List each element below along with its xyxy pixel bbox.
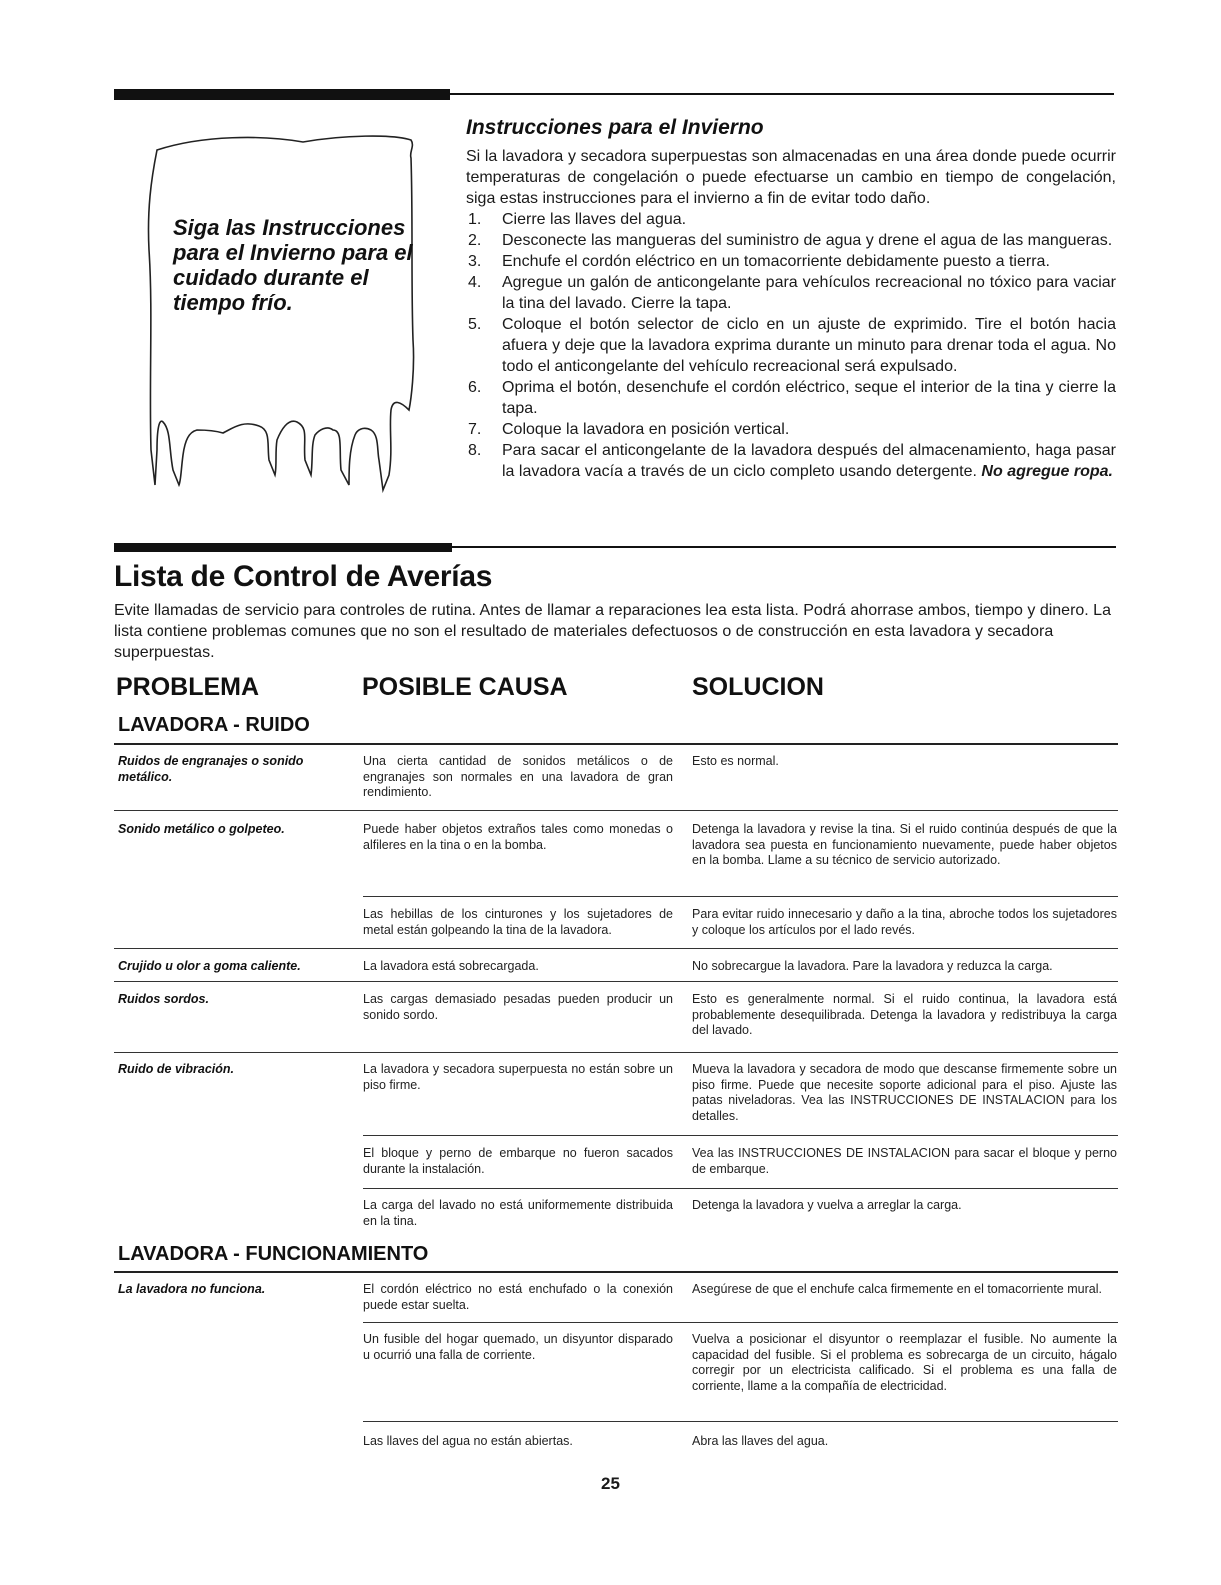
- icicle-frame-icon: [143, 130, 428, 500]
- step-number: 8.: [468, 442, 482, 459]
- step-number: 6.: [468, 379, 482, 396]
- row-cause: La carga del lavado no está uniformemente distribuida en la tina.: [363, 1198, 673, 1228]
- callout-text: Siga las Instrucciones para el Invierno para el cuidado durante el tiempo frío.: [173, 215, 413, 315]
- row-problem: Sonido metálico o golpeteo.: [118, 822, 285, 836]
- row-problem: La lavadora no funciona.: [118, 1282, 266, 1296]
- winter-callout: [143, 130, 428, 500]
- row-solution: Abra las llaves del agua.: [692, 1434, 829, 1448]
- row-problem: Ruidos sordos.: [118, 992, 209, 1006]
- row-separator: [363, 1135, 1118, 1136]
- step-text: Oprima el botón, desenchufe el cordón eléctrico, seque el interior de la tina y cierre la tapa.: [502, 379, 1116, 417]
- row-solution: Para evitar ruido innecesario y daño a la tina, abroche todos los sujetadores y coloque los artículos por el lado revés.: [692, 907, 1117, 937]
- row-solution: Detenga la lavadora y vuelva a arreglar la carga.: [692, 1198, 962, 1212]
- page-number: 25: [601, 1474, 620, 1493]
- row-cause: El bloque y perno de embarque no fueron sacados durante la instalación.: [363, 1146, 673, 1176]
- row-solution: Mueva la lavadora y secadora de modo que descanse firmemente sobre un piso firme. Puede que necesite soporte adicional para el piso. Ajuste las patas niveladoras. Vea las INSTRUCCIONES DE INSTALACION para los detalles.: [692, 1062, 1117, 1123]
- row-separator: [114, 981, 1118, 982]
- row-cause: Las hebillas de los cinturones y los sujetadores de metal están golpeando la tina de la lavadora.: [363, 907, 673, 937]
- row-solution: Esto es generalmente normal. Si el ruido continua, la lavadora está probablemente desequilibrada. Detenga la lavadora y redistribuya la carga del lavado.: [692, 992, 1117, 1037]
- section-rule: [114, 1271, 1118, 1273]
- row-cause: Puede haber objetos extraños tales como monedas o alfileres en la tina o en la bomba.: [363, 822, 673, 852]
- step-text: Para sacar el anticongelante de la lavadora después del almacenamiento, haga pasar la lavadora vacía a través de un ciclo completo usando detergente.: [502, 442, 1116, 480]
- row-cause: La lavadora y secadora superpuesta no están sobre un piso firme.: [363, 1062, 673, 1092]
- winter-step: [466, 419, 1116, 440]
- row-cause: Las llaves del agua no están abiertas.: [363, 1434, 573, 1448]
- row-cause: La lavadora está sobrecargada.: [363, 959, 539, 973]
- step-number: 3.: [468, 253, 482, 270]
- winter-instructions: [466, 116, 1116, 482]
- top-rule-thick: [114, 89, 450, 100]
- column-header-problem: PROBLEMA: [116, 673, 260, 701]
- section-heading-noise: LAVADORA - RUIDO: [118, 714, 310, 736]
- row-solution: Vea las INSTRUCCIONES DE INSTALACION para sacar el bloque y perno de embarque.: [692, 1146, 1117, 1176]
- winter-step: [466, 377, 1116, 419]
- section-heading-operation: LAVADORA - FUNCIONAMIENTO: [118, 1243, 429, 1265]
- row-solution: No sobrecargue la lavadora. Pare la lavadora y reduzca la carga.: [692, 959, 1053, 973]
- top-rule-thin: [450, 93, 1114, 95]
- winter-intro: Si la lavadora y secadora superpuestas son almacenadas en una área donde puede ocurrir temperaturas de congelación o puede efectuarse un cambio en tiempo de congelación, siga estas instrucciones para el invierno a fin de evitar todo daño.: [466, 148, 1116, 207]
- step-number: 7.: [468, 421, 482, 438]
- step-text: Cierre las llaves del agua.: [502, 211, 687, 228]
- step-text: Coloque el botón selector de ciclo en un ajuste de exprimido. Tire el botón hacia afuera y deje que la lavadora exprima durante un minuto para drenar toda el agua. No todo el anticongelante del vehículo recreacional será expulsado.: [502, 316, 1116, 375]
- step-number: 5.: [468, 316, 482, 333]
- step-text: Coloque la lavadora en posición vertical.: [502, 421, 790, 438]
- step-number: 2.: [468, 232, 482, 249]
- step-text: Agregue un galón de anticongelante para vehículos recreacional no tóxico para vaciar la tina del lavado. Cierre la tapa.: [502, 274, 1116, 312]
- row-cause: El cordón eléctrico no está enchufado o la conexión puede estar suelta.: [363, 1282, 673, 1312]
- checklist-intro: Evite llamadas de servicio para controles de rutina. Antes de llamar a reparaciones lea esta lista. Podrá ahorrase ambos, tiempo y dinero. La lista contiene problemas comunes que no son el resultado de materiales defectuosos o de construcción en esta lavadora y secadora superpuestas.: [114, 602, 1111, 661]
- row-problem: Crujido u olor a goma caliente.: [118, 959, 301, 973]
- row-separator: [363, 1322, 1118, 1323]
- winter-step: [466, 209, 1116, 230]
- row-problem: Ruidos de engranajes o sonido metálico.: [118, 754, 304, 784]
- winter-step: [466, 440, 1116, 482]
- row-solution: Vuelva a posicionar el disyuntor o reemplazar el fusible. No aumente la capacidad del fusible. Si el problema es sobrecarga de un circuito, hágalo corregir por un electricista calificado. Si el problema es una falla de corriente, llame a la compañía de electricidad.: [692, 1332, 1117, 1393]
- row-separator: [363, 1188, 1118, 1189]
- row-solution: Detenga la lavadora y revise la tina. Si el ruido continúa después de que la lavadora sea puesta en funcionamiento nuevamente, puede haber objetos en la bomba. Llame a su técnico de servicio autorizado.: [692, 822, 1117, 867]
- row-separator: [114, 948, 1118, 949]
- section-rule: [114, 743, 1118, 745]
- column-header-solution: SOLUCION: [692, 673, 824, 701]
- row-separator: [114, 1052, 1118, 1053]
- winter-title: Instrucciones para el Invierno: [466, 116, 764, 139]
- row-problem: Ruido de vibración.: [118, 1062, 234, 1076]
- step-text: Enchufe el cordón eléctrico en un tomacorriente debidamente puesto a tierra.: [502, 253, 1050, 270]
- row-cause: Una cierta cantidad de sonidos metálicos o de engranajes son normales en una lavadora de gran rendimiento.: [363, 754, 673, 799]
- step-number: 4.: [468, 274, 482, 291]
- section-rule-thin: [452, 546, 1116, 548]
- row-cause: Las cargas demasiado pesadas pueden producir un sonido sordo.: [363, 992, 673, 1022]
- row-separator: [363, 896, 1118, 897]
- column-header-cause: POSIBLE CAUSA: [362, 673, 568, 701]
- step-text: Desconecte las mangueras del suministro de agua y drene el agua de las mangueras.: [502, 232, 1113, 249]
- winter-step: [466, 251, 1116, 272]
- section-rule-thick: [114, 543, 452, 552]
- row-solution: Asegúrese de que el enchufe calca firmemente en el tomacorriente mural.: [692, 1282, 1102, 1296]
- row-separator: [114, 810, 1118, 811]
- winter-step: [466, 272, 1116, 314]
- row-separator: [363, 1421, 1118, 1422]
- step-emphasis: No agregue ropa.: [981, 463, 1113, 480]
- winter-step: [466, 314, 1116, 377]
- page-title: Lista de Control de Averías: [114, 560, 493, 593]
- winter-steps: [466, 209, 1116, 482]
- winter-step: [466, 230, 1116, 251]
- row-cause: Un fusible del hogar quemado, un disyuntor disparado u ocurrió una falla de corriente.: [363, 1332, 673, 1362]
- row-solution: Esto es normal.: [692, 754, 779, 768]
- step-number: 1.: [468, 211, 482, 228]
